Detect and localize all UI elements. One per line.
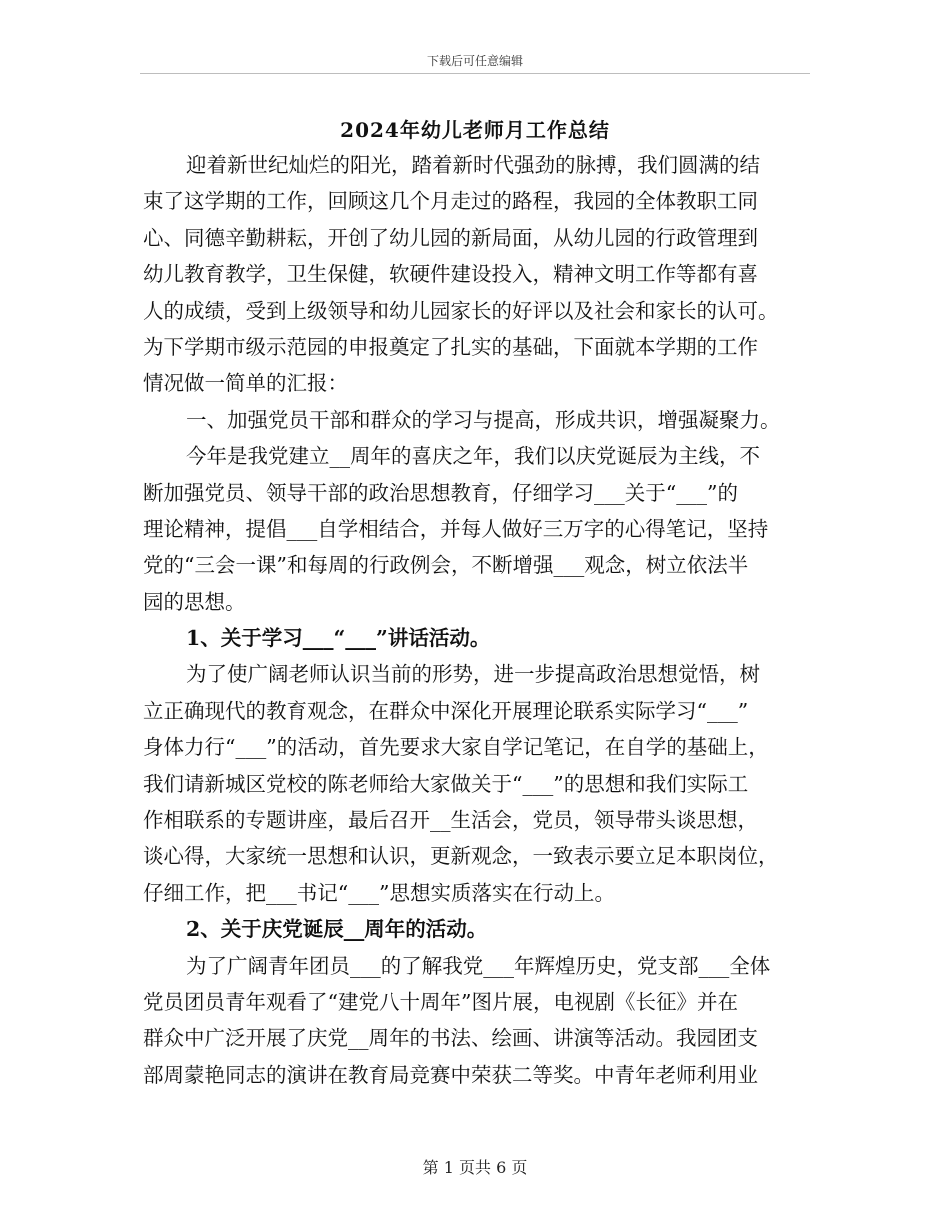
body-line: 断加强党员、领导干部的政治思想教育，仔细学习___关于“___”的 [143, 480, 738, 505]
body-line: 心、同德辛勤耕耘，开创了幼儿园的新局面，从幼儿园的行政管理到 [143, 225, 758, 250]
body-line: 迎着新世纪灿烂的阳光，踏着新时代强劲的脉搏，我们圆满的结 [186, 153, 760, 177]
subsection-heading: 2、关于庆党诞辰__周年的活动。 [186, 917, 488, 942]
body-line: 仔细工作，把___书记“___”思想实质落实在行动上。 [143, 880, 615, 905]
body-line: 我们请新城区党校的陈老师给大家做关于“___”的思想和我们实际工 [143, 771, 749, 796]
body-line: 人的成绩，受到上级领导和幼儿园家长的好评以及社会和家长的认可。 [143, 298, 779, 323]
body-line: 情况做一简单的汇报： [143, 371, 348, 396]
body-line: 作相联系的专题讲座，最后召开__生活会，党员，领导带头谈思想， [143, 808, 758, 833]
body-line: 党员团员青年观看了“建党八十周年”图片展，电视剧《长征》并在 [143, 989, 738, 1014]
body-line: 群众中广泛开展了庆党__周年的书法、绘画、讲演等活动。我园团支 [143, 1026, 758, 1051]
body-line: 理论精神，提倡___自学相结合，并每人做好三万字的心得笔记，坚持 [143, 516, 769, 541]
document-title: 2024年幼儿老师月工作总结 [340, 118, 610, 142]
header-divider [140, 73, 810, 74]
body-line: 为了使广阔老师认识当前的形势，进一步提高政治思想觉悟，树 [186, 662, 760, 687]
page-header: 下载后可任意编辑 [426, 54, 523, 68]
document-body [143, 147, 815, 1093]
body-line: 园的思想。 [143, 589, 246, 614]
section-heading: 一、加强党员干部和群众的学习与提高，形成共识，增强凝聚力。 [186, 407, 781, 432]
subsection-heading: 1、关于学习___“___”讲话活动。 [186, 626, 491, 651]
body-line: 为下学期市级示范园的申报奠定了扎实的基础，下面就本学期的工作 [143, 334, 758, 359]
body-line: 身体力行“___”的活动，首先要求大家自学记笔记，在自学的基础上， [143, 735, 769, 760]
body-line: 党的“三会一课”和每周的行政例会，不断增强___观念，树立依法半 [143, 553, 749, 578]
body-line: 幼儿教育教学，卫生保健，软硬件建设投入，精神文明工作等都有喜 [143, 262, 758, 287]
body-line: 今年是我党建立__周年的喜庆之年，我们以庆党诞辰为主线，不 [186, 444, 760, 469]
page-footer: 第 1 页共 6 页 [422, 1158, 528, 1177]
body-line: 部周蒙艳同志的演讲在教育局竞赛中荣获二等奖。中青年老师利用业 [143, 1062, 758, 1087]
body-line: 为了广阔青年团员___的了解我党___年辉煌历史，党支部___全体 [186, 953, 771, 978]
body-line: 束了这学期的工作，回顾这几个月走过的路程，我园的全体教职工同 [143, 189, 758, 214]
body-line: 谈心得，大家统一思想和认识，更新观念，一致表示要立足本职岗位， [143, 844, 779, 869]
body-line: 立正确现代的教育观念，在群众中深化开展理论联系实际学习“___” [143, 698, 749, 723]
